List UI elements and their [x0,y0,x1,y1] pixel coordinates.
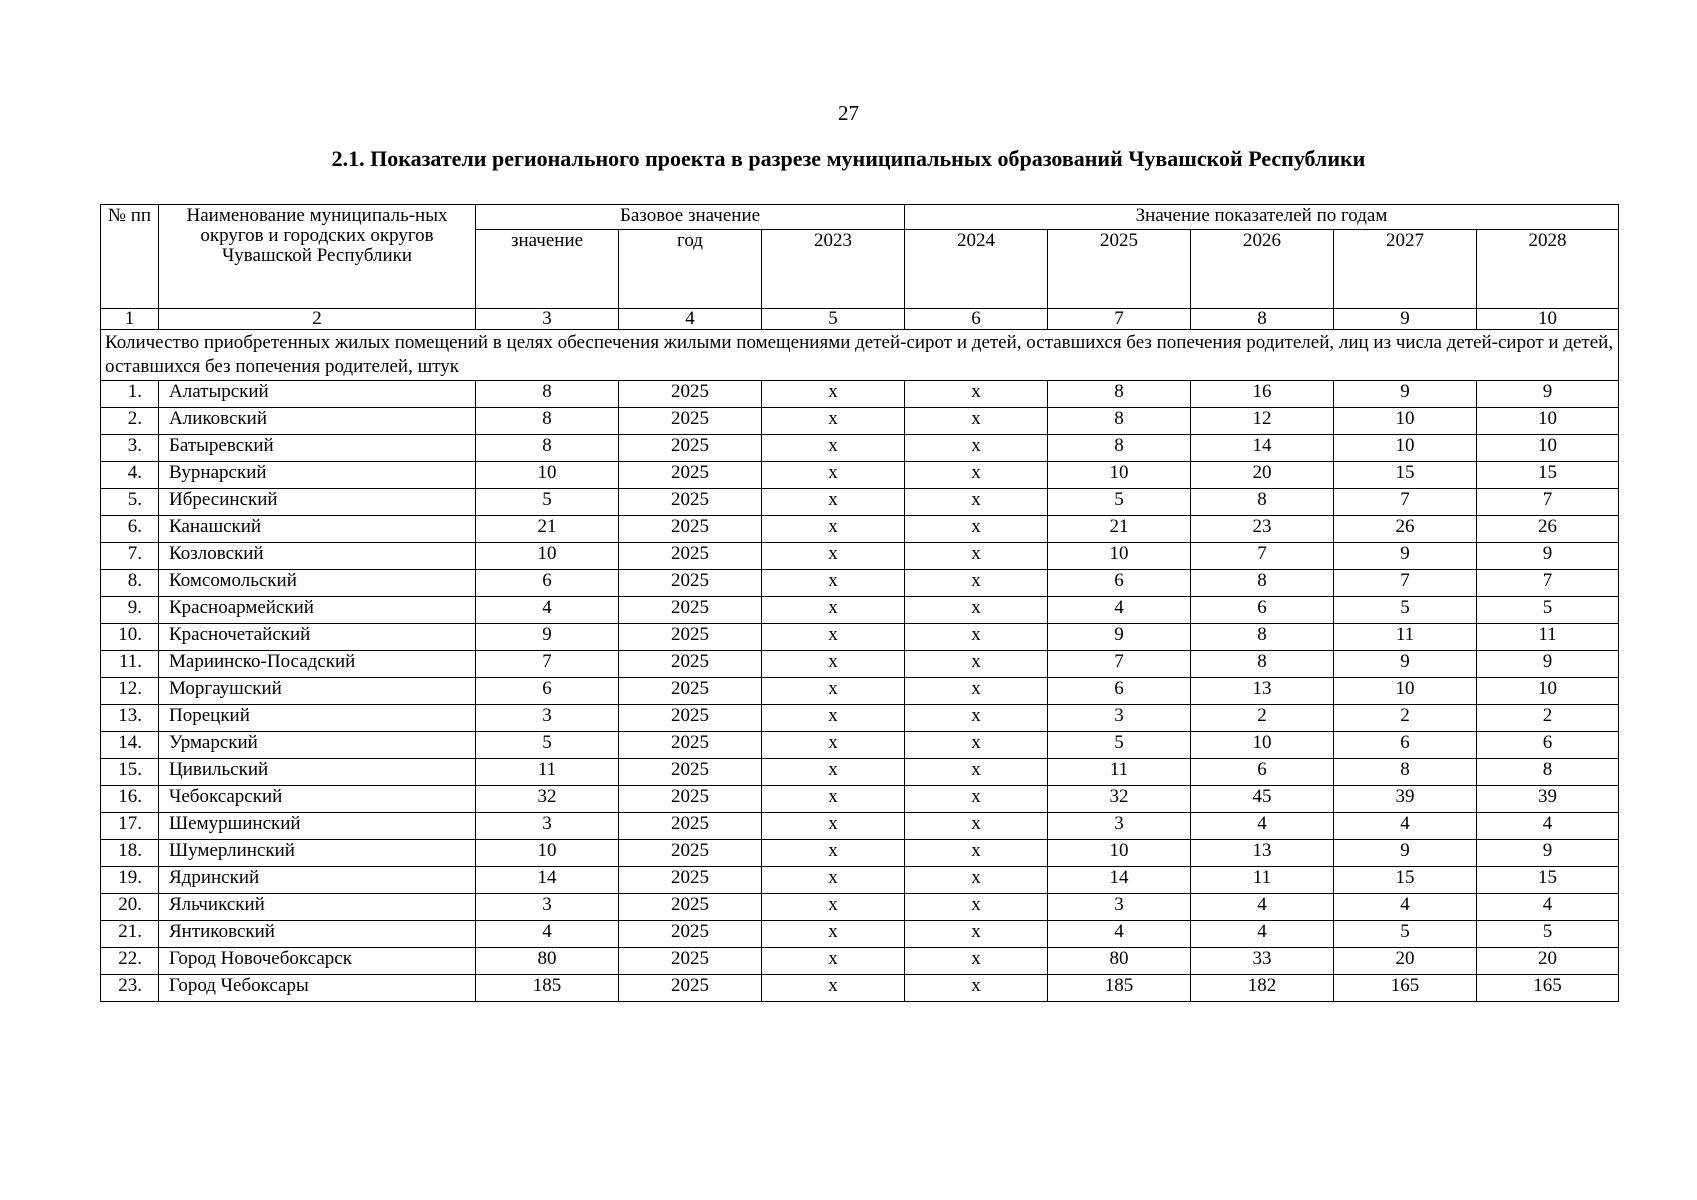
cell-2027: 15 [1334,462,1477,489]
cell-num: 18. [101,840,159,867]
cell-name: Ядринский [159,867,476,894]
cell-2026: 8 [1191,651,1334,678]
cell-2024: х [905,840,1048,867]
cell-base-year: 2025 [619,435,762,462]
table-row [101,408,1619,435]
cell-2026: 4 [1191,921,1334,948]
cell-name: Козловский [159,543,476,570]
cell-num: 21. [101,921,159,948]
cell-name: Аликовский [159,408,476,435]
cell-base-year: 2025 [619,570,762,597]
table-row [101,786,1619,813]
header-year-2028: 2028 [1477,230,1619,309]
cell-2025: 7 [1048,651,1191,678]
cell-base-value: 14 [476,867,619,894]
table-row [101,543,1619,570]
cell-base-year: 2025 [619,678,762,705]
cell-2028: 10 [1477,678,1619,705]
cell-2023: х [762,705,905,732]
cell-2024: х [905,408,1048,435]
cell-2023: х [762,921,905,948]
column-number: 8 [1191,309,1334,330]
cell-2023: х [762,840,905,867]
header-base-value: значение [476,230,619,309]
column-number: 2 [159,309,476,330]
table-row [101,732,1619,759]
cell-2024: х [905,678,1048,705]
cell-2024: х [905,759,1048,786]
cell-2027: 39 [1334,786,1477,813]
cell-base-year: 2025 [619,867,762,894]
cell-2024: х [905,543,1048,570]
cell-2028: 7 [1477,570,1619,597]
cell-2024: х [905,651,1048,678]
cell-2024: х [905,894,1048,921]
table-body [101,309,1619,1002]
cell-2025: 10 [1048,543,1191,570]
cell-2023: х [762,435,905,462]
cell-2026: 13 [1191,678,1334,705]
cell-name: Цивильский [159,759,476,786]
cell-2023: х [762,543,905,570]
table-row [101,948,1619,975]
cell-2025: 185 [1048,975,1191,1002]
cell-num: 3. [101,435,159,462]
cell-2024: х [905,786,1048,813]
cell-name: Город Новочебоксарск [159,948,476,975]
header-year-2025: 2025 [1048,230,1191,309]
cell-name: Порецкий [159,705,476,732]
cell-2025: 3 [1048,894,1191,921]
cell-num: 4. [101,462,159,489]
cell-2024: х [905,516,1048,543]
cell-name: Моргаушский [159,678,476,705]
cell-base-value: 80 [476,948,619,975]
table-row [101,894,1619,921]
column-number: 10 [1477,309,1619,330]
cell-num: 10. [101,624,159,651]
cell-2027: 9 [1334,651,1477,678]
cell-num: 13. [101,705,159,732]
cell-2025: 8 [1048,435,1191,462]
cell-2028: 4 [1477,894,1619,921]
cell-2028: 10 [1477,408,1619,435]
cell-2028: 9 [1477,543,1619,570]
cell-2023: х [762,570,905,597]
header-years-group: Значение показателей по годам [905,205,1619,230]
cell-2023: х [762,597,905,624]
cell-num: 20. [101,894,159,921]
cell-base-value: 6 [476,678,619,705]
document-title: 2.1. Показатели регионального проекта в разрезе муниципальных образований Чувашской Республики [331,146,1366,171]
cell-name: Красноармейский [159,597,476,624]
cell-base-value: 7 [476,651,619,678]
cell-base-value: 3 [476,894,619,921]
cell-2023: х [762,651,905,678]
cell-2028: 39 [1477,786,1619,813]
table-row [101,624,1619,651]
cell-2026: 33 [1191,948,1334,975]
cell-2025: 14 [1048,867,1191,894]
cell-base-value: 3 [476,705,619,732]
cell-num: 23. [101,975,159,1002]
table-row [101,813,1619,840]
cell-2027: 10 [1334,435,1477,462]
cell-base-value: 6 [476,570,619,597]
cell-base-year: 2025 [619,948,762,975]
cell-base-year: 2025 [619,786,762,813]
cell-2026: 182 [1191,975,1334,1002]
cell-2026: 8 [1191,489,1334,516]
cell-2025: 3 [1048,705,1191,732]
cell-2026: 7 [1191,543,1334,570]
page-number: 27 [838,101,859,125]
cell-base-year: 2025 [619,624,762,651]
cell-2024: х [905,489,1048,516]
column-number: 4 [619,309,762,330]
cell-2026: 20 [1191,462,1334,489]
cell-2026: 6 [1191,759,1334,786]
header-year-2023: 2023 [762,230,905,309]
cell-num: 5. [101,489,159,516]
table-header [101,205,1619,309]
cell-2028: 2 [1477,705,1619,732]
cell-2023: х [762,516,905,543]
cell-2025: 21 [1048,516,1191,543]
cell-2023: х [762,894,905,921]
cell-name: Мариинско-Посадский [159,651,476,678]
cell-2024: х [905,813,1048,840]
cell-base-value: 185 [476,975,619,1002]
cell-2026: 12 [1191,408,1334,435]
cell-name: Батыревский [159,435,476,462]
cell-2028: 10 [1477,435,1619,462]
cell-base-value: 8 [476,408,619,435]
cell-base-year: 2025 [619,759,762,786]
cell-2027: 6 [1334,732,1477,759]
table-row [101,462,1619,489]
cell-2025: 5 [1048,732,1191,759]
cell-2027: 7 [1334,489,1477,516]
column-number: 3 [476,309,619,330]
cell-base-value: 10 [476,840,619,867]
cell-base-value: 5 [476,489,619,516]
column-numbers-row [101,309,1619,330]
cell-2024: х [905,462,1048,489]
cell-base-value: 3 [476,813,619,840]
cell-name: Алатырский [159,381,476,408]
header-base-year: год [619,230,762,309]
cell-2025: 6 [1048,570,1191,597]
cell-name: Янтиковский [159,921,476,948]
cell-2028: 165 [1477,975,1619,1002]
cell-2028: 15 [1477,867,1619,894]
cell-2023: х [762,462,905,489]
cell-name: Шемуршинский [159,813,476,840]
cell-base-value: 9 [476,624,619,651]
cell-num: 22. [101,948,159,975]
cell-2025: 8 [1048,408,1191,435]
cell-name: Вурнарский [159,462,476,489]
cell-2024: х [905,705,1048,732]
cell-2028: 8 [1477,759,1619,786]
cell-2025: 10 [1048,840,1191,867]
cell-2024: х [905,921,1048,948]
cell-2023: х [762,408,905,435]
cell-2027: 5 [1334,921,1477,948]
cell-2027: 8 [1334,759,1477,786]
cell-2025: 10 [1048,462,1191,489]
cell-2026: 16 [1191,381,1334,408]
cell-2027: 26 [1334,516,1477,543]
section-title: Количество приобретенных жилых помещений в целях обеспечения жилыми помещениями детей-сирот и детей, оставшихся без попечения родителей, лиц из числа детей-сирот и детей, оставшихся без попечения родителей, штук [101,330,1619,381]
cell-2027: 9 [1334,543,1477,570]
cell-2023: х [762,624,905,651]
cell-2026: 4 [1191,813,1334,840]
cell-2026: 13 [1191,840,1334,867]
cell-2024: х [905,867,1048,894]
cell-2025: 32 [1048,786,1191,813]
cell-2024: х [905,381,1048,408]
cell-2025: 8 [1048,381,1191,408]
cell-2026: 23 [1191,516,1334,543]
cell-2026: 45 [1191,786,1334,813]
cell-2023: х [762,678,905,705]
cell-2028: 7 [1477,489,1619,516]
cell-name: Шумерлинский [159,840,476,867]
cell-num: 17. [101,813,159,840]
cell-2028: 6 [1477,732,1619,759]
header-name: Наименование муниципаль-ных округов и городских округов Чувашской Республики [159,205,476,309]
cell-num: 15. [101,759,159,786]
cell-num: 8. [101,570,159,597]
column-number: 7 [1048,309,1191,330]
cell-2028: 9 [1477,651,1619,678]
cell-2027: 20 [1334,948,1477,975]
cell-base-year: 2025 [619,840,762,867]
cell-num: 12. [101,678,159,705]
cell-2024: х [905,975,1048,1002]
cell-name: Комсомольский [159,570,476,597]
cell-base-value: 5 [476,732,619,759]
cell-2023: х [762,732,905,759]
cell-2024: х [905,732,1048,759]
cell-base-year: 2025 [619,516,762,543]
header-num: № пп [101,205,159,309]
cell-2025: 9 [1048,624,1191,651]
cell-2023: х [762,813,905,840]
cell-2027: 4 [1334,894,1477,921]
table-row [101,597,1619,624]
cell-num: 7. [101,543,159,570]
cell-base-year: 2025 [619,381,762,408]
header-year-2027: 2027 [1334,230,1477,309]
cell-2025: 80 [1048,948,1191,975]
cell-2026: 11 [1191,867,1334,894]
cell-2027: 10 [1334,678,1477,705]
cell-2028: 20 [1477,948,1619,975]
cell-2026: 6 [1191,597,1334,624]
header-base-group: Базовое значение [476,205,905,230]
cell-base-year: 2025 [619,732,762,759]
cell-base-year: 2025 [619,489,762,516]
cell-2027: 5 [1334,597,1477,624]
table-row [101,435,1619,462]
cell-name: Город Чебоксары [159,975,476,1002]
cell-2027: 165 [1334,975,1477,1002]
cell-base-year: 2025 [619,975,762,1002]
header-year-2024: 2024 [905,230,1048,309]
cell-base-value: 10 [476,543,619,570]
column-number: 1 [101,309,159,330]
cell-2027: 10 [1334,408,1477,435]
cell-num: 11. [101,651,159,678]
section-row [101,330,1619,381]
cell-2028: 5 [1477,921,1619,948]
cell-num: 19. [101,867,159,894]
table-row [101,921,1619,948]
cell-2027: 15 [1334,867,1477,894]
table-row [101,381,1619,408]
cell-2024: х [905,948,1048,975]
cell-base-value: 21 [476,516,619,543]
cell-2025: 11 [1048,759,1191,786]
cell-2028: 26 [1477,516,1619,543]
table-row [101,975,1619,1002]
cell-2023: х [762,948,905,975]
cell-num: 6. [101,516,159,543]
cell-2026: 8 [1191,570,1334,597]
table-row [101,840,1619,867]
cell-2026: 2 [1191,705,1334,732]
cell-2027: 9 [1334,840,1477,867]
cell-2023: х [762,489,905,516]
cell-name: Ибресинский [159,489,476,516]
cell-2028: 5 [1477,597,1619,624]
cell-2028: 4 [1477,813,1619,840]
cell-2026: 14 [1191,435,1334,462]
cell-2027: 4 [1334,813,1477,840]
cell-2026: 4 [1191,894,1334,921]
table-row [101,867,1619,894]
table-row [101,570,1619,597]
cell-base-value: 32 [476,786,619,813]
cell-2023: х [762,867,905,894]
cell-2025: 4 [1048,921,1191,948]
cell-2024: х [905,435,1048,462]
cell-base-value: 10 [476,462,619,489]
cell-2028: 9 [1477,381,1619,408]
cell-2023: х [762,786,905,813]
cell-name: Чебоксарский [159,786,476,813]
cell-base-year: 2025 [619,921,762,948]
cell-2028: 15 [1477,462,1619,489]
column-number: 9 [1334,309,1477,330]
cell-2023: х [762,975,905,1002]
cell-2025: 4 [1048,597,1191,624]
column-number: 6 [905,309,1048,330]
table-row [101,651,1619,678]
cell-num: 9. [101,597,159,624]
header-year-2026: 2026 [1191,230,1334,309]
cell-2025: 3 [1048,813,1191,840]
cell-base-year: 2025 [619,462,762,489]
cell-2028: 11 [1477,624,1619,651]
cell-2025: 6 [1048,678,1191,705]
cell-base-year: 2025 [619,705,762,732]
cell-2027: 2 [1334,705,1477,732]
cell-2024: х [905,597,1048,624]
cell-base-year: 2025 [619,408,762,435]
cell-2024: х [905,624,1048,651]
cell-2023: х [762,381,905,408]
cell-name: Урмарский [159,732,476,759]
cell-base-value: 4 [476,597,619,624]
table-row [101,489,1619,516]
cell-num: 14. [101,732,159,759]
cell-2024: х [905,570,1048,597]
cell-base-value: 8 [476,435,619,462]
cell-2028: 9 [1477,840,1619,867]
indicators-table [100,204,1619,1002]
table-row [101,516,1619,543]
cell-base-value: 11 [476,759,619,786]
cell-name: Красночетайский [159,624,476,651]
cell-2027: 9 [1334,381,1477,408]
cell-base-year: 2025 [619,543,762,570]
cell-base-year: 2025 [619,813,762,840]
cell-num: 1. [101,381,159,408]
cell-2026: 10 [1191,732,1334,759]
cell-name: Яльчикский [159,894,476,921]
cell-base-year: 2025 [619,894,762,921]
cell-base-value: 8 [476,381,619,408]
cell-2027: 7 [1334,570,1477,597]
table-row [101,705,1619,732]
cell-base-year: 2025 [619,597,762,624]
cell-num: 2. [101,408,159,435]
cell-name: Канашский [159,516,476,543]
cell-2026: 8 [1191,624,1334,651]
cell-base-value: 4 [476,921,619,948]
cell-2023: х [762,759,905,786]
cell-2027: 11 [1334,624,1477,651]
cell-num: 16. [101,786,159,813]
table-row [101,759,1619,786]
cell-base-year: 2025 [619,651,762,678]
column-number: 5 [762,309,905,330]
table-row [101,678,1619,705]
cell-2025: 5 [1048,489,1191,516]
